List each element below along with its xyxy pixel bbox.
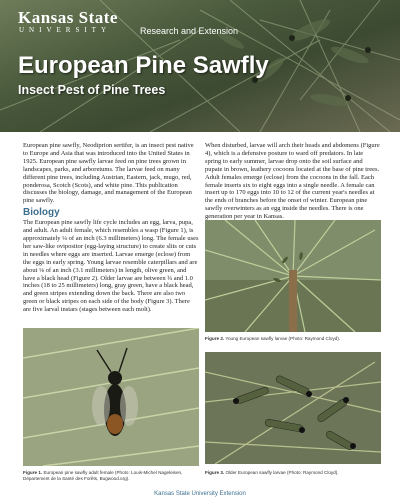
figure-3-label: Figure 3. [205,470,225,475]
intro-paragraph: European pine sawfly, Neodiprion sertifer, is an insect pest native to Europe and Asia that was introduced into the United States in 1925. European pine sawfly larvae feed on pine trees grown in landscapes, parks, and arboretums. The larvae feed on many different pine trees, including Austrian, Eastern, jack, mugo, red, ponderosa, Scotch (Scots), and white pine. This publication discusses the biology, damage, and management of the European pine sawfly. [23,142,194,205]
defense-paragraph: When disturbed, larvae will arch their heads and abdomens (Figure 4), which is a defensive posture to ward off predators. In late spring to early summer, larvae drop onto the soil surface and pupate in brown, leathery cocoons located at the base of pine trees. Adult females emerge (eclose) from the cocoons in the fall. Each female inserts six to eight eggs into a single needle. A female can insert up to 170 eggs into 10 to 12 of the current year's needles at the ends of branches before the onset of winter. European pine sawfly overwinters as an egg inside the needles. There is one generation per year in Kansas. [205,142,380,221]
left-column [23,142,199,318]
figure-3-caption [205,470,381,476]
figure-2-label: Figure 2. [205,336,225,341]
figure-1-text: European pine sawfly adult female (Photo: Louis-Michel Nageleisen, Département de la Santé des Forêts, Bugwood.org). [23,470,183,481]
brand-extension: Research and Extension [140,26,239,36]
figure-2-text: Young European sawfly larvae (Photo: Raymond Cloyd). [225,336,341,341]
right-column [205,142,381,225]
brand-main: Kansas State [18,8,118,27]
page-title: European Pine Sawfly [18,52,269,79]
figure-3-photo [205,352,381,464]
header-banner [0,0,400,132]
figure-2-photo [205,220,381,332]
page-subtitle: Insect Pest of Pine Trees [18,83,166,97]
kansas-state-logo [18,8,239,36]
brand-sub: UNIVERSITY [19,26,111,34]
figure-3-text: Older European sawfly larvae (Photo: Raymond Cloyd). [225,470,339,475]
figure-1-photo [23,328,199,466]
young-larvae-image [205,220,381,332]
footer: Kansas State University Extension [154,491,246,497]
biology-heading: Biology [23,207,60,219]
biology-paragraph: The European pine sawfly life cycle includes an egg, larva, pupa, and adult. An adult female, which resembles a wasp (Figure 1), is approximately ¼ of an inch (6.3 millimeters) long. The female uses her saw-like ovipositor (egg-laying structure) to create slits or cuts in needles where eggs are inserted. Larvae emerge (eclose) from the eggs in early spring. Young larvae resemble caterpillars and are about ⅛ of an inch (3.1 millimeters) in length, olive green, and have a black head (Figure 2). Older larvae are between ¾ and 1.0 inches (18 to 25 millimeters) long, gray green, have a black head, and green stripes extending down the back. There are also two green or black stripes on each side of the body (Figure 3). There are five larval instars (stages between each molt). [23,219,199,314]
older-larvae-image [205,352,381,464]
figure-1-label: Figure 1. [23,470,43,475]
figure-1-caption [23,470,199,481]
adult-female-sawfly-image [23,328,199,466]
figure-2-caption [205,336,381,342]
